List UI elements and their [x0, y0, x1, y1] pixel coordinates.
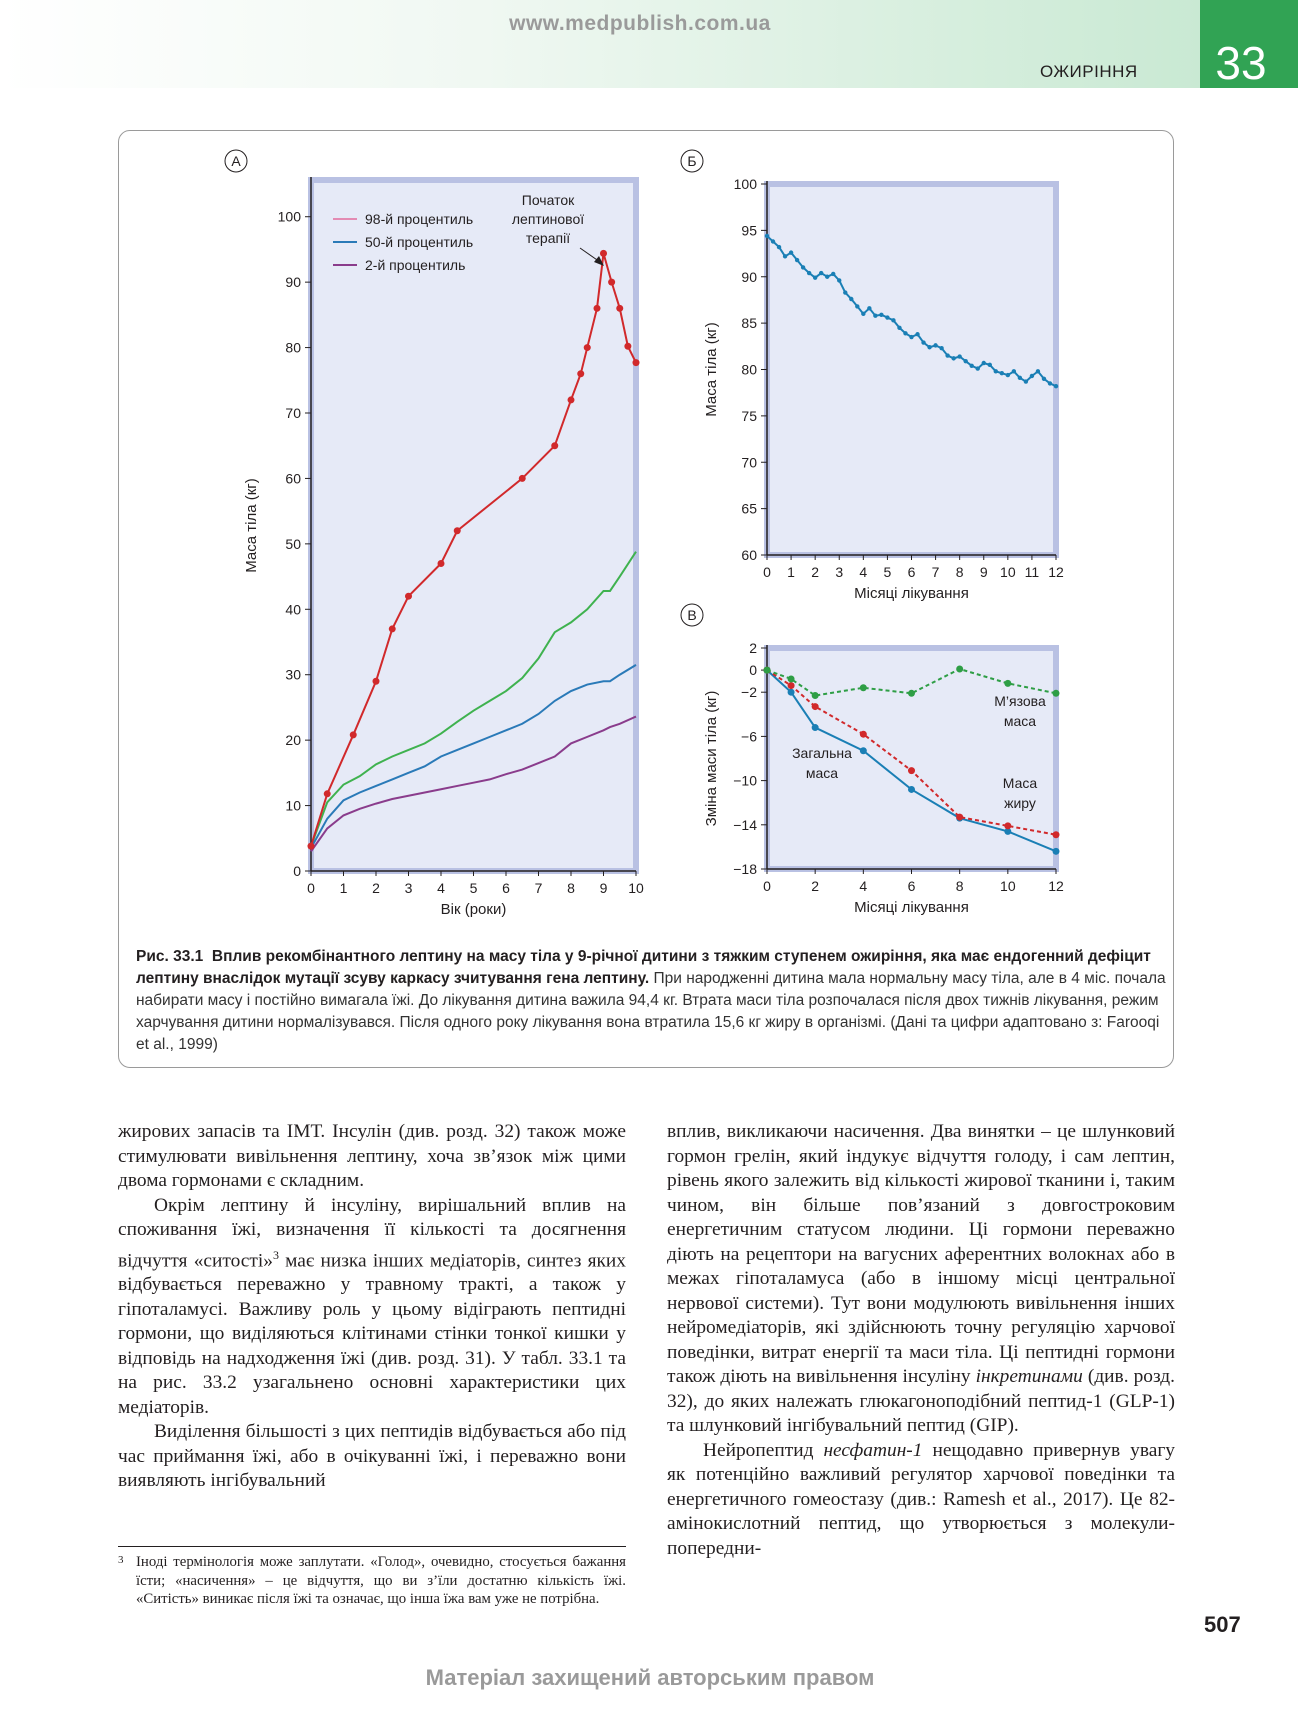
paragraph-text: вплив, викликаючи насичення. Два винятки – це шлунковий гормон грелін, який індукує відчуття голоду, і сам лептин, рівень якого залежить від кількості жирової тканини і, таким чином, він більше пов’язаний з довгостроковим енергетичним статусом людини. Ці гормони переважно діють на рецептори на вагусних аферентних волокнах або в межах гіпоталамуса (або в іншому місці центральної нервової системи). Тут вони модулюють вивільнення інших нейромедіаторів, які здійснюють точну регуляцію харчової поведінки, витрат енергії та маси тіла. Ці пептидні гормони також діють на вивільнення інсуліну: [667, 1121, 1175, 1387]
data-point-B: [885, 315, 889, 319]
x-tick-label: 8: [955, 878, 964, 894]
panel-label: A: [231, 153, 241, 169]
series-label: жиру: [1004, 795, 1036, 811]
paragraph-text: (див. розд. 32), до яких належать глюкагоноподібний пептид-1 (GLP-1) та шлунковий інгібувальний пептид (GIP).: [667, 1366, 1175, 1436]
data-point-B: [861, 312, 865, 316]
y-axis-label: Зміна маси тіла (кг): [703, 690, 720, 827]
data-point-B: [771, 239, 775, 243]
x-tick-label: 3: [404, 880, 413, 896]
x-tick-label: 1: [787, 564, 795, 580]
term: інкретинами: [975, 1366, 1083, 1387]
paragraph-text: Окрім лептину й інсуліну, вирішальний вплив на споживання їжі, визначення її кількості та досягнення відчуття «ситості»: [118, 1194, 626, 1271]
y-tick-label: 70: [741, 454, 757, 471]
x-tick-label: 10: [1000, 564, 1016, 580]
data-point-A: [600, 250, 607, 257]
data-point-B: [897, 326, 901, 330]
annotation-text: Початок: [521, 192, 575, 208]
data-point-B: [813, 275, 817, 279]
data-point-A: [633, 359, 640, 366]
data-point-B: [1000, 371, 1004, 375]
legend-entry: 50-й процентиль: [365, 234, 474, 250]
x-tick-label: 0: [307, 880, 315, 896]
y-tick-label: 70: [285, 405, 301, 421]
x-tick-label: 12: [1048, 564, 1064, 580]
data-point-C: [1053, 690, 1060, 697]
data-point-A: [324, 790, 331, 797]
legend-entry: 98-й процентиль: [365, 211, 474, 227]
y-tick-label: 30: [285, 666, 301, 683]
site-url: www.medpublish.com.ua: [509, 12, 771, 35]
data-point-B: [988, 363, 992, 367]
data-point-B: [849, 297, 853, 301]
x-tick-label: 6: [502, 880, 510, 896]
x-tick-label: 5: [883, 564, 892, 580]
data-point-B: [1024, 379, 1028, 383]
x-tick-label: 2: [811, 564, 820, 580]
y-tick-label: 10: [285, 797, 301, 814]
data-point-B: [1006, 373, 1010, 377]
paragraph-text: нещодавно привернув увагу як потенційно важливий регулятор харчової поведінки та енергетичного гомеостазу (див.: Ramesh et al., 2017). Це 82-амінокислотний пептид, що утворюється з молекули-попередни-: [667, 1439, 1175, 1559]
data-point-B: [801, 265, 805, 269]
data-point-B: [1048, 381, 1052, 385]
data-point-B: [915, 332, 919, 336]
data-point-C: [1053, 831, 1060, 838]
y-tick-label: 0: [749, 662, 757, 679]
data-point-B: [855, 304, 859, 308]
data-point-C: [764, 667, 771, 674]
x-tick-label: 8: [955, 564, 964, 580]
series-label: Маса: [1002, 775, 1038, 791]
data-point-B: [789, 250, 793, 254]
figure-caption: [136, 946, 1166, 1056]
term: несфатин-1: [823, 1439, 923, 1461]
data-point-B: [867, 306, 871, 310]
paragraph: Виділення більшості з цих пептидів відбувається або під час приймання їжі, або в очікуванні їжі, і переважно вони виявляють інгібувальний: [118, 1421, 626, 1492]
data-point-B: [825, 275, 829, 279]
x-tick-label: 9: [599, 880, 608, 896]
data-point-A: [608, 279, 615, 286]
data-point-B: [945, 353, 949, 357]
annotation-text: терапії: [525, 230, 571, 246]
data-point-B: [921, 340, 925, 344]
series-label: Загальна: [792, 745, 852, 761]
y-tick-label: 80: [741, 361, 757, 378]
body-column-right: [667, 1120, 1175, 1561]
data-point-C: [1004, 680, 1011, 687]
data-point-B: [1018, 376, 1022, 380]
panel-label: В: [687, 607, 697, 623]
data-point-B: [976, 366, 980, 370]
data-point-A: [373, 678, 380, 685]
x-tick-label: 2: [811, 878, 820, 894]
data-point-B: [819, 271, 823, 275]
y-tick-label: 0: [293, 863, 301, 879]
page-number: 507: [1204, 1612, 1241, 1637]
y-tick-label: 50: [285, 535, 301, 552]
caption-text: При народженні дитина мала нормальну масу тіла, але в 4 міс. почала набирати масу і постійно вимагала їжі. До лікування дитина важила 94,4 кг. Втрата маси тіла розпочалася після двох тижнів лікування, режим харчування дитини нормалізувався. Після одного року лікування вона втратила 15,6 кг жиру в організмі. (Дані та цифри адаптовано з: Farooqi et al., 1999): [136, 970, 1166, 1053]
data-point-C: [788, 689, 795, 696]
footnote-ref[interactable]: 3: [272, 1247, 279, 1262]
copyright-notice: Матеріал захищений авторським правом: [425, 1665, 875, 1690]
y-tick-label: 100: [733, 176, 757, 192]
data-point-B: [879, 313, 883, 317]
x-tick-label: 11: [1024, 564, 1040, 580]
data-point-B: [873, 314, 877, 318]
data-point-A: [577, 370, 584, 377]
data-point-C: [860, 731, 867, 738]
x-tick-label: 10: [1000, 878, 1016, 894]
data-point-C: [956, 814, 963, 821]
data-point-C: [908, 786, 915, 793]
y-tick-label: 85: [741, 315, 757, 332]
caption-label: Рис. 33.1: [136, 948, 204, 965]
paragraph: жирових запасів та ІМТ. Інсулін (див. розд. 32) також може стимулювати вивільнення лептину, хоча зв’язок між цими двома гормонами є складним.: [118, 1121, 626, 1191]
footnote: [118, 1553, 626, 1609]
footnote-mark: 3: [118, 1554, 124, 1566]
data-point-B: [903, 331, 907, 335]
y-axis-label: Маса тіла (кг): [703, 322, 720, 417]
data-point-B: [795, 258, 799, 262]
data-point-B: [970, 364, 974, 368]
x-tick-label: 7: [534, 880, 543, 896]
x-tick-label: 4: [859, 878, 868, 894]
data-point-B: [951, 356, 955, 360]
y-tick-label: 90: [285, 274, 301, 291]
y-tick-label: −2: [741, 684, 757, 701]
footnote-divider: [118, 1546, 626, 1547]
data-point-B: [963, 359, 967, 363]
data-point-A: [568, 396, 575, 403]
data-point-C: [812, 724, 819, 731]
x-axis-label: Місяці лікування: [854, 585, 969, 602]
x-tick-label: 6: [907, 878, 916, 894]
y-tick-label: 95: [741, 222, 757, 239]
data-point-A: [624, 343, 631, 350]
series-label: маса: [1003, 713, 1037, 729]
y-tick-label: 65: [741, 500, 757, 517]
data-point-B: [807, 271, 811, 275]
data-point-C: [956, 665, 963, 672]
paragraph: [118, 1194, 626, 1421]
data-point-B: [927, 345, 931, 349]
body-column-left: [118, 1120, 626, 1494]
y-tick-label: 40: [285, 601, 301, 618]
data-point-C: [860, 684, 867, 691]
x-tick-label: 8: [567, 880, 575, 896]
x-tick-label: 10: [628, 880, 644, 896]
y-axis-label: Маса тіла (кг): [243, 478, 260, 573]
data-point-B: [843, 290, 847, 294]
data-point-C: [788, 682, 795, 689]
data-point-A: [616, 305, 623, 312]
data-point-A: [594, 305, 601, 312]
data-point-B: [777, 245, 781, 249]
x-tick-label: 5: [469, 880, 478, 896]
x-axis-label: Вік (роки): [440, 901, 507, 918]
plot-area-A: [311, 180, 636, 871]
data-point-C: [812, 703, 819, 710]
data-point-A: [454, 527, 461, 534]
x-tick-label: 2: [372, 880, 380, 896]
x-tick-label: 6: [907, 564, 916, 580]
y-tick-label: −14: [733, 816, 757, 833]
x-tick-label: 0: [763, 878, 771, 894]
panel-label: Б: [687, 153, 697, 169]
paragraph-text: Нейропептид: [703, 1439, 814, 1461]
data-point-B: [1030, 374, 1034, 378]
chapter-title: ОЖИРІННЯ: [1040, 62, 1138, 81]
data-point-A: [584, 344, 591, 351]
data-point-B: [909, 335, 913, 339]
data-point-C: [908, 767, 915, 774]
data-point-B: [1054, 384, 1058, 388]
y-tick-label: 100: [277, 208, 301, 225]
data-point-B: [994, 369, 998, 373]
y-tick-label: 2: [749, 640, 757, 656]
data-point-C: [1004, 822, 1011, 829]
series-label: М’язова: [994, 693, 1046, 709]
data-point-C: [908, 690, 915, 697]
annotation-text: лептинової: [511, 211, 585, 227]
data-point-A: [438, 560, 445, 567]
data-point-B: [982, 361, 986, 365]
x-tick-label: 9: [979, 564, 988, 580]
plot-area-B: [767, 184, 1056, 555]
x-axis-label: Місяці лікування: [854, 899, 969, 916]
x-tick-label: 4: [859, 564, 868, 580]
x-tick-label: 4: [437, 880, 445, 896]
y-tick-label: 90: [741, 268, 757, 285]
data-point-B: [765, 234, 769, 238]
y-tick-label: 75: [741, 407, 757, 424]
caption-bold-text: Вплив рекомбінантного лептину на масу тіла у 9-річної дитини з тяжким ступенем ожиріння, яка має ендогенний дефіцит лептину внаслідок мутації зсуву каркасу зчитування гена лептину.: [136, 948, 1151, 987]
data-point-B: [891, 318, 895, 322]
chapter-number: 33: [1215, 37, 1267, 89]
data-point-C: [788, 675, 795, 682]
y-tick-label: 60: [285, 470, 301, 487]
y-tick-label: 80: [285, 339, 301, 356]
y-tick-label: 20: [285, 732, 301, 749]
data-point-B: [1042, 377, 1046, 381]
x-tick-label: 0: [763, 564, 771, 580]
data-point-C: [860, 747, 867, 754]
data-point-B: [957, 354, 961, 358]
y-tick-label: 60: [741, 547, 757, 563]
paragraph: [667, 1439, 1175, 1562]
data-point-A: [551, 442, 558, 449]
y-tick-label: −6: [741, 728, 757, 745]
data-point-B: [783, 254, 787, 258]
data-point-C: [812, 692, 819, 699]
paragraph: [667, 1120, 1175, 1439]
x-tick-label: 3: [835, 564, 844, 580]
x-tick-label: 1: [339, 880, 348, 896]
series-label: маса: [805, 765, 839, 781]
data-point-B: [837, 278, 841, 282]
data-point-A: [350, 731, 357, 738]
data-point-B: [933, 343, 937, 347]
data-point-A: [308, 843, 315, 850]
footnote-text: Іноді термінологія може заплутати. «Голод», очевидно, стосується бажання їсти; «насичення» – це відчуття, що ви з’їли достатню кількість їжі. «Ситість» виникає після їжі та означає, що інша їжа вам уже не потрібна.: [136, 1554, 626, 1607]
data-point-C: [1053, 848, 1060, 855]
x-tick-label: 7: [931, 564, 940, 580]
legend-entry: 2-й процентиль: [365, 257, 466, 273]
data-point-A: [405, 593, 412, 600]
data-point-B: [831, 272, 835, 276]
data-point-A: [519, 475, 526, 482]
data-point-B: [1036, 369, 1040, 373]
data-point-B: [939, 346, 943, 350]
data-point-A: [389, 625, 396, 632]
paragraph-text: має низка інших медіаторів, синтез яких відбувається переважно у травному тракті, а також у гіпоталамусі. Важливу роль у цьому відіграють пептидні гормони, що виділяються клітинами стінки тонкої кишки у відповідь на надходження їжі (див. розд. 31). У табл. 33.1 та на рис. 33.2 узагальнено основні характеристики цих медіаторів.: [118, 1249, 626, 1418]
x-tick-label: 12: [1048, 878, 1064, 894]
y-tick-label: −10: [733, 772, 757, 789]
data-point-B: [1012, 369, 1016, 373]
y-tick-label: −18: [733, 861, 757, 877]
